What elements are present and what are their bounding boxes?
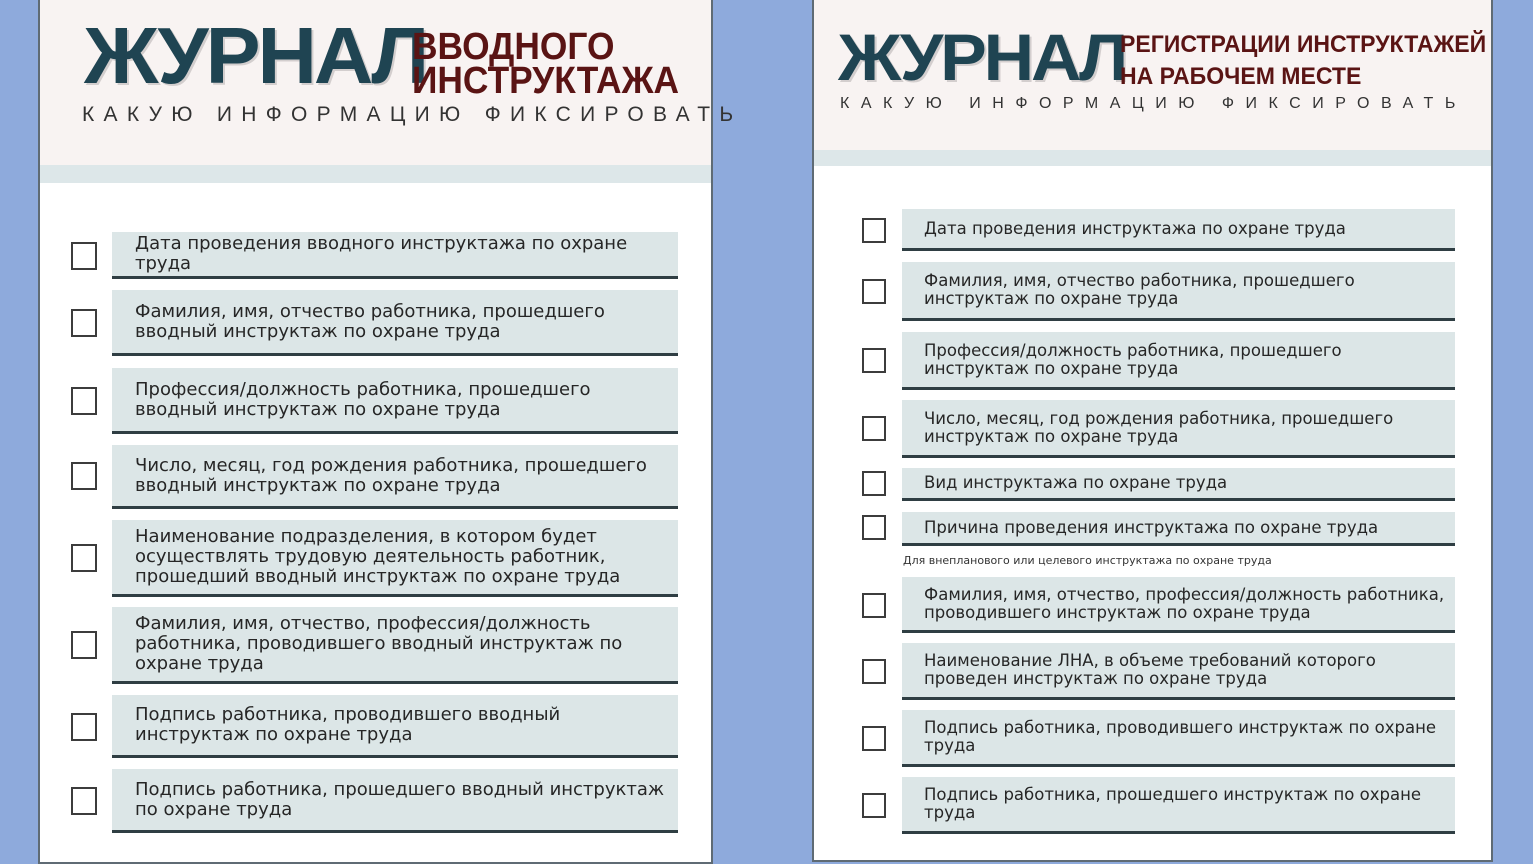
- checkbox[interactable]: [862, 726, 886, 751]
- checklist-item-box: [902, 710, 1455, 767]
- checklist-item-box: [112, 695, 678, 758]
- checklist-item-box: [902, 577, 1455, 633]
- checkbox[interactable]: [862, 218, 886, 243]
- header-divider-band: [814, 150, 1491, 166]
- checklist-item-text: Подпись работника, проводившего вводный инструктаж по охране труда: [135, 704, 561, 745]
- checklist-item-text: Вид инструктажа по охране труда: [924, 473, 1228, 492]
- checklist-item-text: Профессия/должность работника, прошедшего инструктаж по охране труда: [924, 340, 1342, 378]
- checklist-item-box: [112, 232, 678, 279]
- checklist-item-text: Профессия/должность работника, прошедшего вводный инструктаж по охране труда: [135, 378, 591, 420]
- checklist-item-text: Фамилия, имя, отчество работника, прошедшего инструктаж по охране труда: [924, 271, 1355, 308]
- checklist-item-box: [112, 769, 678, 833]
- workplace-briefing-journal-panel: [812, 0, 1493, 862]
- checklist-item-text: Дата проведения вводного инструктажа по охране труда: [135, 233, 628, 274]
- checklist-item-text: Фамилия, имя, отчество, профессия/должность работника, проводившего инструктаж по охране труда: [924, 584, 1445, 622]
- checkbox[interactable]: [862, 515, 886, 540]
- checkbox[interactable]: [862, 471, 886, 496]
- journal-title: ЖУРНАЛ: [838, 20, 1126, 94]
- journal-subtitle: [412, 26, 680, 102]
- checkbox[interactable]: [71, 242, 97, 270]
- checkbox[interactable]: [862, 793, 886, 818]
- checklist-item-box: [902, 209, 1455, 251]
- checkbox[interactable]: [71, 309, 97, 337]
- checkbox[interactable]: [71, 713, 97, 741]
- checklist-item-box: [902, 643, 1455, 700]
- checklist-item-text: Фамилия, имя, отчество работника, прошедшего вводный инструктаж по охране труда: [135, 300, 605, 342]
- checklist-item-box: [112, 520, 678, 597]
- subtitle-line-1: ВВОДНОГО: [412, 26, 615, 68]
- checklist-item-text: Наименование ЛНА, в объеме требований которого проведен инструктаж по охране труда: [924, 651, 1376, 688]
- subtitle-line-1: РЕГИСТРАЦИИ ИНСТРУКТАЖЕЙ: [1120, 31, 1487, 58]
- checkbox[interactable]: [862, 416, 886, 441]
- checkbox[interactable]: [862, 348, 886, 373]
- checkbox[interactable]: [862, 659, 886, 684]
- checklist-item-box: [902, 468, 1455, 501]
- checkbox[interactable]: [71, 544, 97, 572]
- checkbox[interactable]: [71, 631, 97, 659]
- tagline: КАКУЮ ИНФОРМАЦИЮ ФИКСИРОВАТЬ: [840, 95, 1467, 112]
- tagline: КАКУЮ ИНФОРМАЦИЮ ФИКСИРОВАТЬ: [82, 103, 743, 126]
- panel-header: [814, 0, 1491, 150]
- intro-briefing-journal-panel: [38, 0, 743, 864]
- checklist-item-box: [902, 400, 1455, 458]
- checkbox[interactable]: [71, 787, 97, 815]
- unscheduled-briefing-note: Для внепланового или целевого инструктажа по охране труда: [903, 554, 1272, 567]
- header-divider-band: [40, 165, 711, 183]
- checklist-item-text: Фамилия, имя, отчество, профессия/должность работника, проводившего вводный инструктаж по охране труда: [135, 613, 623, 674]
- checklist-item-text: Число, месяц, год рождения работника, прошедшего инструктаж по охране труда: [924, 408, 1394, 446]
- panel-header: [40, 0, 743, 165]
- checklist-item-box: [112, 607, 678, 684]
- checklist-item-text: Подпись работника, прошедшего инструктаж по охране труда: [924, 785, 1422, 822]
- checklist-item-box: [112, 368, 678, 434]
- journal-title: ЖУРНАЛ: [84, 11, 427, 100]
- checkbox[interactable]: [862, 593, 886, 618]
- checklist-item-box: [902, 777, 1455, 834]
- checklist-item-text: Число, месяц, год рождения работника, прошедшего вводный инструктаж по охране труда: [135, 454, 647, 496]
- subtitle-line-2: НА РАБОЧЕМ МЕСТЕ: [1120, 63, 1362, 90]
- checkbox[interactable]: [862, 279, 886, 304]
- checklist-item-text: Подпись работника, прошедшего вводный инструктаж по охране труда: [135, 778, 665, 820]
- checklist-item-text: Подпись работника, проводившего инструктаж по охране труда: [924, 718, 1437, 755]
- checklist-item-box: [112, 445, 678, 509]
- subtitle-line-2: ИНСТРУКТАЖА: [412, 60, 680, 102]
- checklist-item-box: [902, 512, 1455, 546]
- checklist-item-box: [902, 332, 1455, 390]
- checklist-item-box: [112, 290, 678, 356]
- checklist-item-text: Причина проведения инструктажа по охране труда: [924, 517, 1379, 537]
- journal-subtitle: [1120, 29, 1486, 93]
- checklist-item-text: Дата проведения инструктажа по охране труда: [924, 218, 1346, 238]
- checkbox[interactable]: [71, 387, 97, 415]
- checklist-item-text: Наименование подразделения, в котором будет осуществлять трудовую деятельность работник, прошедший вводный инструктаж по охране труда: [135, 526, 621, 587]
- checklist-item-box: [902, 262, 1455, 321]
- checkbox[interactable]: [71, 462, 97, 490]
